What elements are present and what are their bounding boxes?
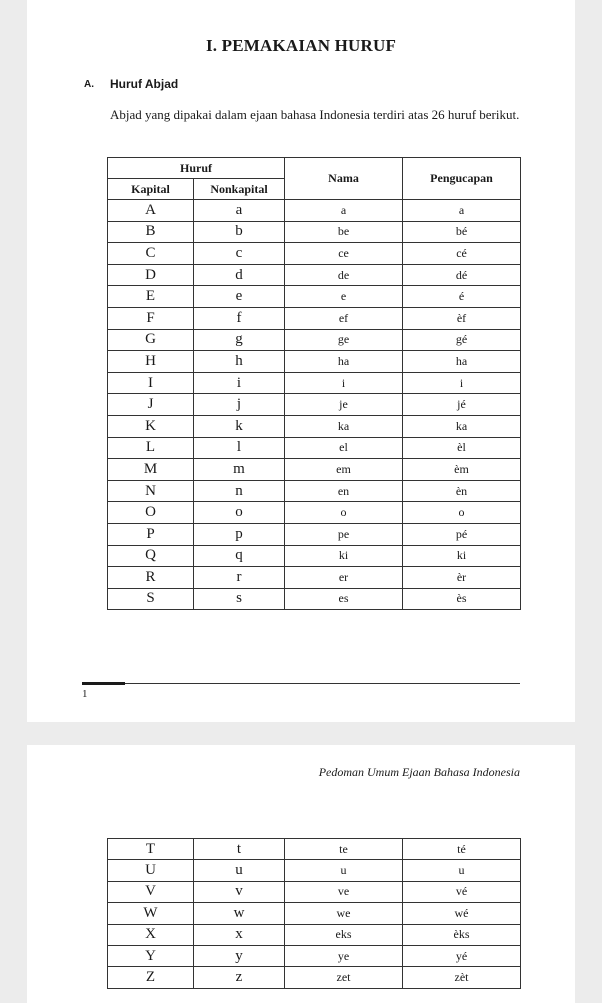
header-pengucapan: Pengucapan [403, 158, 521, 200]
letter-capital: Z [108, 967, 194, 988]
letter-pronunciation: èf [403, 307, 521, 329]
letter-name: i [285, 372, 403, 394]
alphabet-table-continued [107, 838, 521, 989]
letter-lowercase: k [194, 415, 285, 437]
letter-lowercase: f [194, 307, 285, 329]
letter-capital: F [108, 307, 194, 329]
letter-capital: O [108, 502, 194, 524]
letter-name: pe [285, 523, 403, 545]
letter-capital: Q [108, 545, 194, 567]
letter-lowercase: g [194, 329, 285, 351]
letter-name: je [285, 394, 403, 416]
letter-lowercase: d [194, 264, 285, 286]
letter-pronunciation: èl [403, 437, 521, 459]
letter-name: o [285, 502, 403, 524]
letter-name: e [285, 286, 403, 308]
letter-lowercase: z [194, 967, 285, 988]
letter-pronunciation: vé [403, 881, 521, 902]
letter-capital: M [108, 459, 194, 481]
letter-capital: D [108, 264, 194, 286]
letter-capital: C [108, 243, 194, 265]
letter-capital: T [108, 839, 194, 860]
letter-name: es [285, 588, 403, 610]
letter-lowercase: q [194, 545, 285, 567]
table-row [108, 307, 521, 329]
letter-lowercase: x [194, 924, 285, 945]
letter-lowercase: o [194, 502, 285, 524]
table-row [108, 437, 521, 459]
alphabet-table-body [108, 200, 521, 610]
letter-pronunciation: yé [403, 945, 521, 966]
letter-name: ge [285, 329, 403, 351]
letter-name: we [285, 903, 403, 924]
letter-pronunciation: ès [403, 588, 521, 610]
letter-lowercase: y [194, 945, 285, 966]
table-row [108, 588, 521, 610]
letter-capital: H [108, 351, 194, 373]
letter-lowercase: h [194, 351, 285, 373]
letter-lowercase: e [194, 286, 285, 308]
letter-lowercase: a [194, 200, 285, 222]
letter-pronunciation: zèt [403, 967, 521, 988]
letter-pronunciation: é [403, 286, 521, 308]
table-row [108, 881, 521, 902]
letter-lowercase: m [194, 459, 285, 481]
document-page-2 [27, 745, 575, 1003]
table-row [108, 372, 521, 394]
table-row [108, 459, 521, 481]
letter-lowercase: j [194, 394, 285, 416]
page-number: 1 [82, 688, 88, 700]
letter-lowercase: n [194, 480, 285, 502]
letter-capital: X [108, 924, 194, 945]
letter-name: er [285, 567, 403, 589]
letter-capital: J [108, 394, 194, 416]
section-title: Huruf Abjad [110, 77, 179, 91]
letter-capital: B [108, 221, 194, 243]
letter-name: ki [285, 545, 403, 567]
letter-lowercase: s [194, 588, 285, 610]
letter-pronunciation: i [403, 372, 521, 394]
letter-pronunciation: a [403, 200, 521, 222]
letter-name: ce [285, 243, 403, 265]
table-row [108, 286, 521, 308]
letter-pronunciation: èn [403, 480, 521, 502]
letter-lowercase: p [194, 523, 285, 545]
letter-name: ye [285, 945, 403, 966]
letter-pronunciation: jé [403, 394, 521, 416]
letter-pronunciation: pé [403, 523, 521, 545]
table-row [108, 243, 521, 265]
letter-name: en [285, 480, 403, 502]
letter-lowercase: i [194, 372, 285, 394]
section-letter: A. [84, 79, 94, 90]
document-page-1 [27, 0, 575, 722]
letter-lowercase: t [194, 839, 285, 860]
letter-pronunciation: wé [403, 903, 521, 924]
table-row [108, 200, 521, 222]
letter-lowercase: b [194, 221, 285, 243]
letter-name: el [285, 437, 403, 459]
letter-capital: L [108, 437, 194, 459]
table-row [108, 523, 521, 545]
footer-rule [82, 683, 520, 684]
header-huruf: Huruf [108, 158, 285, 179]
letter-pronunciation: u [403, 860, 521, 881]
table-row [108, 351, 521, 373]
letter-capital: I [108, 372, 194, 394]
table-row [108, 567, 521, 589]
letter-name: te [285, 839, 403, 860]
table-row [108, 924, 521, 945]
letter-name: eks [285, 924, 403, 945]
intro-paragraph: Abjad yang dipakai dalam ejaan bahasa Indonesia terdiri atas 26 huruf berikut. [110, 107, 520, 122]
header-kapital: Kapital [108, 179, 194, 200]
letter-name: ha [285, 351, 403, 373]
letter-pronunciation: èr [403, 567, 521, 589]
letter-pronunciation: bé [403, 221, 521, 243]
letter-pronunciation: o [403, 502, 521, 524]
letter-capital: S [108, 588, 194, 610]
letter-lowercase: c [194, 243, 285, 265]
letter-name: de [285, 264, 403, 286]
letter-pronunciation: ha [403, 351, 521, 373]
page-title: I. PEMAKAIAN HURUF [205, 36, 397, 55]
letter-lowercase: w [194, 903, 285, 924]
letter-lowercase: v [194, 881, 285, 902]
letter-capital: P [108, 523, 194, 545]
table-row [108, 545, 521, 567]
letter-name: a [285, 200, 403, 222]
table-row [108, 967, 521, 988]
table-row [108, 502, 521, 524]
letter-pronunciation: gé [403, 329, 521, 351]
letter-name: em [285, 459, 403, 481]
table-row [108, 480, 521, 502]
letter-capital: E [108, 286, 194, 308]
header-nama: Nama [285, 158, 403, 200]
letter-pronunciation: èks [403, 924, 521, 945]
letter-capital: W [108, 903, 194, 924]
header-nonkapital: Nonkapital [194, 179, 285, 200]
letter-pronunciation: ki [403, 545, 521, 567]
table-row [108, 860, 521, 881]
letter-name: ef [285, 307, 403, 329]
letter-pronunciation: ka [403, 415, 521, 437]
table-row [108, 945, 521, 966]
table-row [108, 415, 521, 437]
letter-lowercase: u [194, 860, 285, 881]
letter-name: be [285, 221, 403, 243]
letter-lowercase: l [194, 437, 285, 459]
letter-pronunciation: èm [403, 459, 521, 481]
letter-pronunciation: dé [403, 264, 521, 286]
letter-capital: V [108, 881, 194, 902]
running-head: Pedoman Umum Ejaan Bahasa Indonesia [318, 765, 520, 779]
letter-pronunciation: té [403, 839, 521, 860]
letter-capital: G [108, 329, 194, 351]
letter-name: ve [285, 881, 403, 902]
letter-capital: Y [108, 945, 194, 966]
letter-name: u [285, 860, 403, 881]
letter-capital: U [108, 860, 194, 881]
letter-name: ka [285, 415, 403, 437]
table-row [108, 903, 521, 924]
alphabet-table [107, 157, 521, 610]
letter-capital: K [108, 415, 194, 437]
letter-lowercase: r [194, 567, 285, 589]
table-row [108, 394, 521, 416]
table-row [108, 264, 521, 286]
letter-capital: A [108, 200, 194, 222]
alphabet-table-continued-body [108, 839, 521, 989]
table-row [108, 839, 521, 860]
table-row [108, 221, 521, 243]
footer-rule-accent [82, 682, 125, 685]
letter-capital: N [108, 480, 194, 502]
table-row [108, 329, 521, 351]
letter-name: zet [285, 967, 403, 988]
letter-capital: R [108, 567, 194, 589]
letter-pronunciation: cé [403, 243, 521, 265]
